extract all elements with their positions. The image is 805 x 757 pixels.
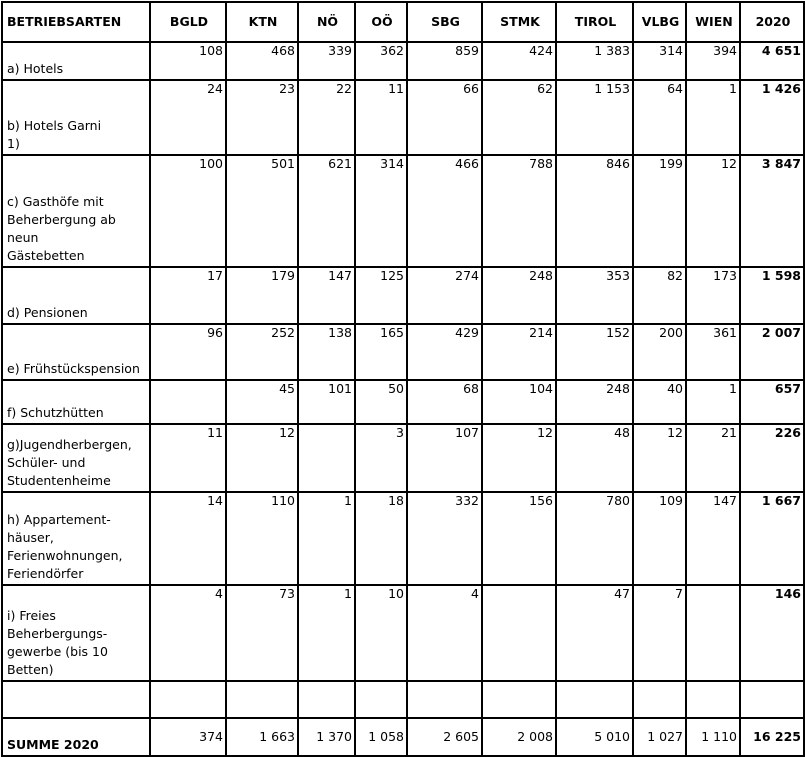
cell-ktn: 73 (226, 585, 298, 681)
cell-ktn: 12 (226, 424, 298, 492)
cell-vlbg: 64 (633, 80, 686, 155)
row-label-line: 1) (7, 135, 20, 151)
column-header-betriebsarten: BETRIEBSARTEN (2, 2, 150, 42)
cell-sbg: 332 (407, 492, 482, 585)
column-header-stmk: STMK (482, 2, 556, 42)
row-label-line: gewerbe (bis 10 (7, 643, 108, 659)
cell-wien (686, 585, 740, 681)
cell-wien: 147 (686, 492, 740, 585)
cell-ktn: 468 (226, 42, 298, 80)
cell-2020: 1 598 (740, 267, 804, 324)
row-label (2, 681, 150, 718)
cell-2020: 1 667 (740, 492, 804, 585)
table-row-jugendherbergen (2, 424, 804, 492)
row-label-line: Studentenheime (7, 472, 111, 488)
row-label (2, 324, 150, 380)
cell-oö: 165 (355, 324, 407, 380)
cell-oö: 314 (355, 155, 407, 267)
cell-wien: 1 (686, 380, 740, 424)
column-header-2020: 2020 (740, 2, 804, 42)
cell-sbg: 429 (407, 324, 482, 380)
table-row-freies-beherbergungsgewerbe (2, 585, 804, 681)
cell-wien: 394 (686, 42, 740, 80)
column-header-bgld: BGLD (150, 2, 226, 42)
cell-stmk (482, 681, 556, 718)
cell-bgld: 374 (150, 718, 226, 756)
cell-sbg: 68 (407, 380, 482, 424)
header-row (2, 2, 804, 42)
row-label-line: Betten) (7, 661, 54, 677)
row-label (2, 267, 150, 324)
table-row-hotels-garni (2, 80, 804, 155)
row-label-line: d) Pensionen (7, 304, 88, 320)
cell-tirol: 846 (556, 155, 633, 267)
cell-nö: 1 370 (298, 718, 355, 756)
row-label (2, 492, 150, 585)
row-label-line: SUMME 2020 (7, 736, 99, 752)
cell-wien: 361 (686, 324, 740, 380)
cell-stmk: 12 (482, 424, 556, 492)
cell-ktn: 501 (226, 155, 298, 267)
cell-wien: 1 (686, 80, 740, 155)
row-label-line: e) Frühstückspension (7, 360, 140, 376)
cell-sbg: 4 (407, 585, 482, 681)
cell-sbg (407, 681, 482, 718)
column-header-noe: NÖ (298, 2, 355, 42)
cell-sbg: 859 (407, 42, 482, 80)
cell-sbg: 2 605 (407, 718, 482, 756)
row-label (2, 718, 150, 756)
cell-bgld: 11 (150, 424, 226, 492)
row-label-line: i) Freies (7, 607, 56, 623)
column-header-sbg: SBG (407, 2, 482, 42)
cell-vlbg (633, 681, 686, 718)
cell-oö: 125 (355, 267, 407, 324)
cell-oö: 1 058 (355, 718, 407, 756)
cell-tirol: 248 (556, 380, 633, 424)
cell-vlbg: 82 (633, 267, 686, 324)
cell-2020: 2 007 (740, 324, 804, 380)
cell-nö: 101 (298, 380, 355, 424)
cell-ktn: 179 (226, 267, 298, 324)
row-label-line: c) Gasthöfe mit (7, 193, 104, 209)
row-label (2, 155, 150, 267)
cell-wien (686, 681, 740, 718)
cell-stmk: 214 (482, 324, 556, 380)
cell-nö: 339 (298, 42, 355, 80)
cell-stmk: 424 (482, 42, 556, 80)
cell-tirol: 5 010 (556, 718, 633, 756)
row-label-line: g)Jugendherbergen, (7, 436, 132, 452)
table-row-gasthoefe (2, 155, 804, 267)
cell-nö (298, 681, 355, 718)
cell-bgld: 24 (150, 80, 226, 155)
cell-nö: 621 (298, 155, 355, 267)
cell-vlbg: 109 (633, 492, 686, 585)
cell-vlbg: 199 (633, 155, 686, 267)
cell-ktn: 23 (226, 80, 298, 155)
cell-tirol (556, 681, 633, 718)
cell-ktn: 45 (226, 380, 298, 424)
row-label-line: häuser, (7, 529, 54, 545)
cell-wien: 1 110 (686, 718, 740, 756)
cell-oö: 11 (355, 80, 407, 155)
table-row-pensionen (2, 267, 804, 324)
cell-vlbg: 40 (633, 380, 686, 424)
cell-oö: 362 (355, 42, 407, 80)
cell-bgld: 14 (150, 492, 226, 585)
column-header-wien: WIEN (686, 2, 740, 42)
cell-nö (298, 424, 355, 492)
row-label-line: Beherbergungs- (7, 625, 108, 641)
table-row-fruehstueckspension (2, 324, 804, 380)
column-header-ooe: OÖ (355, 2, 407, 42)
row-label-line: b) Hotels Garni (7, 117, 102, 133)
cell-stmk (482, 585, 556, 681)
cell-ktn: 252 (226, 324, 298, 380)
cell-oö: 50 (355, 380, 407, 424)
cell-bgld: 100 (150, 155, 226, 267)
cell-bgld: 108 (150, 42, 226, 80)
cell-2020: 4 651 (740, 42, 804, 80)
cell-stmk: 248 (482, 267, 556, 324)
cell-2020: 657 (740, 380, 804, 424)
cell-stmk: 104 (482, 380, 556, 424)
cell-bgld (150, 681, 226, 718)
cell-ktn (226, 681, 298, 718)
row-label-line: f) Schutzhütten (7, 404, 104, 420)
row-label-line: a) Hotels (7, 60, 64, 76)
cell-sbg: 66 (407, 80, 482, 155)
column-header-tirol: TIROL (556, 2, 633, 42)
cell-ktn: 1 663 (226, 718, 298, 756)
cell-vlbg: 7 (633, 585, 686, 681)
cell-vlbg: 314 (633, 42, 686, 80)
cell-wien: 173 (686, 267, 740, 324)
cell-2020: 1 426 (740, 80, 804, 155)
cell-tirol: 353 (556, 267, 633, 324)
cell-bgld: 96 (150, 324, 226, 380)
cell-stmk: 788 (482, 155, 556, 267)
cell-2020: 3 847 (740, 155, 804, 267)
cell-2020: 226 (740, 424, 804, 492)
cell-vlbg: 200 (633, 324, 686, 380)
cell-nö: 147 (298, 267, 355, 324)
table-row-summe-2020 (2, 718, 804, 756)
row-label (2, 585, 150, 681)
column-header-vlbg: VLBG (633, 2, 686, 42)
cell-wien: 12 (686, 155, 740, 267)
cell-sbg: 274 (407, 267, 482, 324)
row-label-line: Feriendörfer (7, 565, 84, 581)
cell-2020 (740, 681, 804, 718)
cell-tirol: 48 (556, 424, 633, 492)
cell-tirol: 1 153 (556, 80, 633, 155)
cell-oö: 3 (355, 424, 407, 492)
cell-bgld: 17 (150, 267, 226, 324)
cell-sbg: 466 (407, 155, 482, 267)
cell-bgld (150, 380, 226, 424)
row-label-line: Beherbergung ab neun (7, 211, 116, 245)
cell-vlbg: 1 027 (633, 718, 686, 756)
cell-tirol: 152 (556, 324, 633, 380)
column-header-ktn: KTN (226, 2, 298, 42)
cell-nö: 1 (298, 492, 355, 585)
cell-oö (355, 681, 407, 718)
row-label (2, 380, 150, 424)
row-label-line: Gästebetten (7, 247, 85, 263)
row-label-line: Ferienwohnungen, (7, 547, 123, 563)
cell-stmk: 156 (482, 492, 556, 585)
row-label (2, 424, 150, 492)
cell-tirol: 1 383 (556, 42, 633, 80)
cell-stmk: 2 008 (482, 718, 556, 756)
row-label (2, 42, 150, 80)
table-row-appartementhaeuser (2, 492, 804, 585)
row-label (2, 80, 150, 155)
cell-wien: 21 (686, 424, 740, 492)
cell-oö: 18 (355, 492, 407, 585)
cell-oö: 10 (355, 585, 407, 681)
cell-vlbg: 12 (633, 424, 686, 492)
accommodation-table (1, 1, 805, 757)
row-label-line: Schüler- und (7, 454, 86, 470)
cell-ktn: 110 (226, 492, 298, 585)
cell-nö: 1 (298, 585, 355, 681)
cell-stmk: 62 (482, 80, 556, 155)
cell-nö: 22 (298, 80, 355, 155)
table-row-schutzhuetten (2, 380, 804, 424)
cell-tirol: 780 (556, 492, 633, 585)
cell-2020: 146 (740, 585, 804, 681)
cell-sbg: 107 (407, 424, 482, 492)
table-row-spacer (2, 681, 804, 718)
table-row-hotels (2, 42, 804, 80)
cell-tirol: 47 (556, 585, 633, 681)
row-label-line: h) Appartement- (7, 511, 111, 527)
cell-2020: 16 225 (740, 718, 804, 756)
cell-bgld: 4 (150, 585, 226, 681)
cell-nö: 138 (298, 324, 355, 380)
